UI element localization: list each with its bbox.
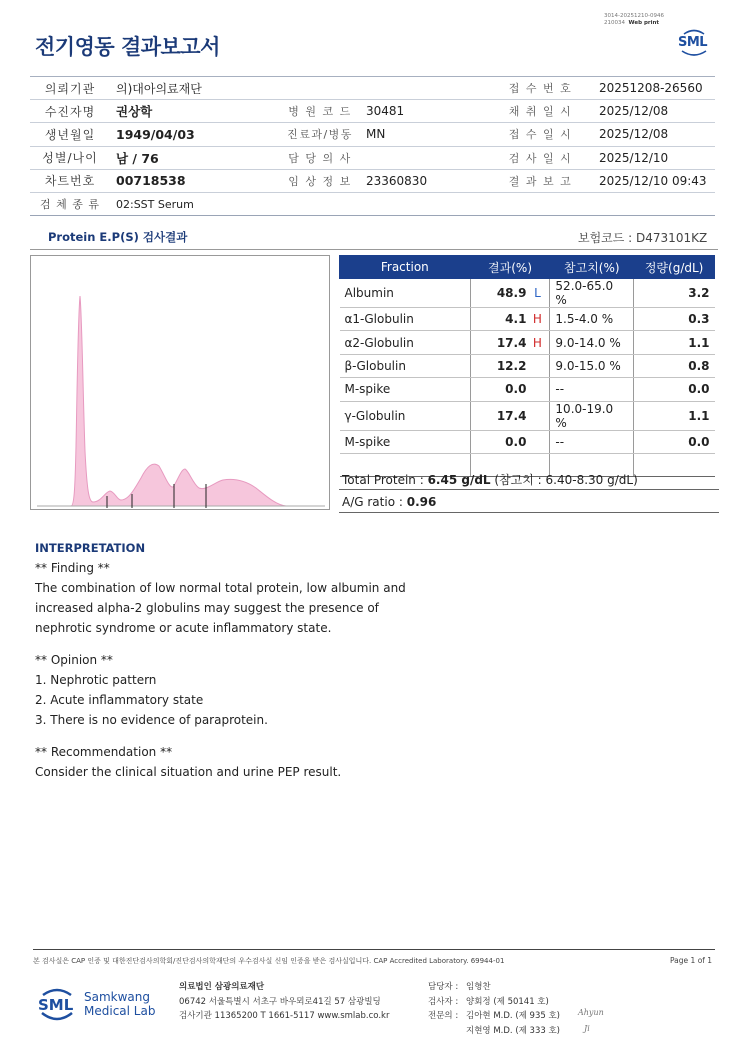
ag-ratio-label: A/G ratio : <box>342 495 407 509</box>
info-value: 2025/12/08 <box>593 123 715 146</box>
recommendation-heading: ** Recommendation ** <box>35 745 173 759</box>
result-percent <box>470 378 550 401</box>
info-row <box>30 192 715 215</box>
info-value: 2025/12/10 <box>593 146 715 169</box>
results-table <box>339 255 715 477</box>
result-percent <box>470 354 550 377</box>
report-title: 전기영동 결과보고서 <box>35 35 220 59</box>
print-code <box>604 13 664 26</box>
ag-ratio-value: 0.96 <box>406 495 437 509</box>
fraction-name: α2-Globulin <box>340 331 471 354</box>
result-value: 0.0 <box>505 382 527 397</box>
table-row <box>340 279 715 308</box>
electrophoresis-curve <box>37 296 325 506</box>
info-label: 의뢰기관 <box>30 77 110 100</box>
opinion-line: 2. Acute inflammatory state <box>35 693 204 707</box>
result-flag: H <box>532 312 542 327</box>
quantity-value <box>634 453 715 476</box>
info-value: 2025/12/08 <box>593 100 715 123</box>
recommendation-line: Consider the clinical situation and urine PEP result. <box>35 765 342 779</box>
finding-line: increased alpha-2 globulins may suggest the presence of <box>35 601 379 615</box>
info-value: 2025/12/10 09:43 <box>593 169 715 192</box>
table-row <box>340 308 715 331</box>
info-value: 23360830 <box>360 169 488 192</box>
ag-ratio <box>342 495 436 509</box>
section-divider <box>30 249 718 250</box>
samkwang-logo-text: SML <box>38 996 74 1014</box>
info-label: 진료과/병동 <box>280 123 360 146</box>
column-header: Fraction <box>340 256 471 279</box>
patient-info-table <box>30 76 715 216</box>
signature: Ahyun <box>578 1008 604 1017</box>
column-header: 결과(%) <box>470 256 550 279</box>
info-label: 성별/나이 <box>30 146 110 169</box>
info-label: 임 상 정 보 <box>280 169 360 192</box>
staff-role: 전문의 : <box>428 1011 459 1021</box>
info-value: 남 / 76 <box>110 146 280 169</box>
signature: Ji <box>584 1024 590 1033</box>
reference-range: 9.0-15.0 % <box>550 354 634 377</box>
staff-role: 검사자 : <box>428 996 459 1007</box>
lab-address <box>179 980 389 1024</box>
info-value: 20251208-26560 <box>593 77 715 100</box>
total-protein-label: Total Protein : <box>342 473 428 487</box>
quantity-value: 0.0 <box>634 378 715 401</box>
column-header: 참고치(%) <box>550 256 634 279</box>
divider <box>339 489 719 490</box>
table-row <box>340 401 715 430</box>
result-percent <box>470 401 550 430</box>
info-value: 30481 <box>360 100 488 123</box>
opinion-heading: ** Opinion ** <box>35 653 113 667</box>
org-name: 의료법인 삼광의료재단 <box>179 982 265 992</box>
info-label: 수진자명 <box>30 100 110 123</box>
finding-line: nephrotic syndrome or acute inflammatory state. <box>35 621 332 635</box>
opinion-line: 3. There is no evidence of paraprotein. <box>35 713 268 727</box>
info-row <box>30 169 715 192</box>
lab-name-line2: Medical Lab <box>84 1004 156 1018</box>
result-value: 17.4 <box>496 408 527 423</box>
info-label: 채 취 일 시 <box>488 100 593 123</box>
specimen-label: 검 체 종 류 <box>30 192 110 215</box>
info-label: 담 당 의 사 <box>280 146 360 169</box>
staff-row <box>428 1024 560 1039</box>
fraction-name: M-spike <box>340 378 471 401</box>
info-label: 검 사 일 시 <box>488 146 593 169</box>
info-label: 접 수 일 시 <box>488 123 593 146</box>
info-value: 권상학 <box>110 100 280 123</box>
staff-role <box>428 1024 466 1039</box>
section-title: Protein E.P(S) 검사결과 <box>48 230 188 244</box>
reference-range: 52.0-65.0 % <box>550 279 634 308</box>
total-protein-ref: (참고치 : 6.40-8.30 g/dL) <box>490 473 638 487</box>
table-row <box>340 354 715 377</box>
staff-list <box>428 980 560 1038</box>
info-label: 차트번호 <box>30 169 110 192</box>
result-percent <box>470 308 550 331</box>
print-code-line2: 210034 <box>604 19 625 26</box>
quantity-value: 0.0 <box>634 430 715 453</box>
result-value: 12.2 <box>496 358 527 373</box>
quantity-value: 0.8 <box>634 354 715 377</box>
reference-range: 1.5-4.0 % <box>550 308 634 331</box>
fraction-name: Albumin <box>340 279 471 308</box>
lab-name <box>84 990 155 1018</box>
reference-range: 10.0-19.0 % <box>550 401 634 430</box>
table-row <box>340 331 715 354</box>
info-value: MN <box>360 123 488 146</box>
quantity-value: 1.1 <box>634 401 715 430</box>
quantity-value: 1.1 <box>634 331 715 354</box>
info-value: 00718538 <box>110 169 280 192</box>
finding-heading: ** Finding ** <box>35 561 110 575</box>
staff-role: 담당자 : <box>428 982 459 992</box>
result-percent <box>470 430 550 453</box>
table-row <box>340 378 715 401</box>
page-number: Page 1 of 1 <box>670 956 713 965</box>
sml-logo-text: SML <box>678 35 708 50</box>
table-row <box>340 430 715 453</box>
info-value: 의)대아의료재단 <box>110 77 280 100</box>
info-row <box>30 77 715 100</box>
reference-range: -- <box>550 378 634 401</box>
info-row <box>30 146 715 169</box>
staff-row <box>428 995 560 1010</box>
result-flag: H <box>532 335 542 350</box>
sml-logo <box>676 28 712 58</box>
staff-name: 지현영 M.D. (제 333 호) <box>466 1025 561 1036</box>
result-percent <box>470 331 550 354</box>
fraction-name: β-Globulin <box>340 354 471 377</box>
result-value: 17.4 <box>496 335 527 350</box>
result-value: 4.1 <box>505 312 527 327</box>
quantity-value: 0.3 <box>634 308 715 331</box>
address: 06742 서울특별시 서초구 바우뫼로41길 57 삼광빌딩 <box>179 996 381 1007</box>
insurance-code: 보험코드 : D473101KZ <box>578 231 708 245</box>
lab-name-line1: Samkwang <box>84 990 150 1004</box>
print-code-line1: 3014-20251210-0946 <box>604 13 664 19</box>
footer-divider <box>33 949 715 950</box>
info-label: 생년월일 <box>30 123 110 146</box>
interpretation-heading: INTERPRETATION <box>35 541 146 555</box>
info-label: 병 원 코 드 <box>280 100 360 123</box>
reference-range: -- <box>550 430 634 453</box>
info-value: 1949/04/03 <box>110 123 280 146</box>
result-percent <box>470 279 550 308</box>
divider <box>339 512 719 513</box>
specimen-value: 02:SST Serum <box>110 192 715 215</box>
staff-name: 양회정 (제 50141 호) <box>466 996 549 1007</box>
reference-range: 9.0-14.0 % <box>550 331 634 354</box>
staff-name: 김아현 M.D. (제 935 호) <box>466 1011 561 1021</box>
column-header: 정량(g/dL) <box>634 256 715 279</box>
web-print-label: Web print <box>628 19 660 26</box>
staff-name: 임형찬 <box>466 982 491 992</box>
info-row <box>30 123 715 146</box>
info-label <box>280 77 360 100</box>
total-protein <box>342 471 638 488</box>
info-label: 접 수 번 호 <box>488 77 593 100</box>
quantity-value: 3.2 <box>634 279 715 308</box>
accreditation-note: 본 검사실은 CAP 인증 및 대한진단검사의학회/진단검사의학재단의 우수검사실 신임 인증을 받은 검사실입니다. CAP Accredited Laboratory. 69944-01 <box>33 957 505 965</box>
fraction-name: M-spike <box>340 430 471 453</box>
samkwang-logo <box>37 983 77 1025</box>
opinion-line: 1. Nephrotic pattern <box>35 673 157 687</box>
result-flag: L <box>534 286 541 300</box>
result-value: 0.0 <box>505 434 527 449</box>
info-row <box>30 100 715 123</box>
finding-line: The combination of low normal total protein, low albumin and <box>35 581 406 595</box>
staff-row <box>428 1009 560 1024</box>
fraction-name: α1-Globulin <box>340 308 471 331</box>
fraction-name: γ-Globulin <box>340 401 471 430</box>
electrophoresis-graph <box>30 255 330 510</box>
info-label: 결 과 보 고 <box>488 169 593 192</box>
info-value <box>360 77 488 100</box>
interpretation <box>35 538 635 782</box>
result-value: 48.9 <box>496 286 527 300</box>
total-protein-value: 6.45 g/dL <box>427 473 491 487</box>
staff-row <box>428 980 560 995</box>
contact: 검사기관 11365200 T 1661-5117 www.smlab.co.kr <box>179 1011 390 1021</box>
info-value <box>360 146 488 169</box>
